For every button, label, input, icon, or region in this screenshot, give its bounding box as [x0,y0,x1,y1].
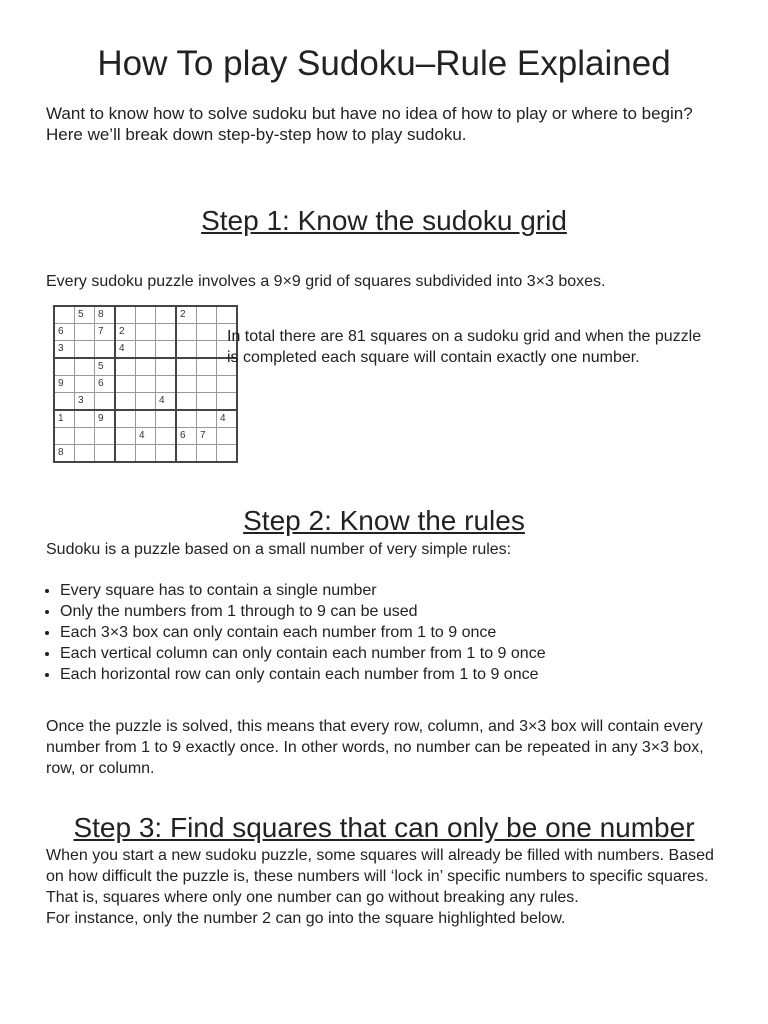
sudoku-row [54,341,237,359]
sudoku-row [54,358,237,376]
step3-text-2: For instance, only the number 2 can go into the square highlighted below. [46,910,566,927]
sudoku-cell [156,410,177,428]
sudoku-cell [197,410,217,428]
step3-text-block [46,845,736,929]
sudoku-cell: 8 [54,445,75,463]
sudoku-cell [156,358,177,376]
sudoku-cell [54,306,75,324]
sudoku-cell: 6 [176,428,197,445]
sudoku-cell: 6 [54,324,75,341]
sudoku-cell [156,445,177,463]
sudoku-cell [115,376,136,393]
sudoku-cell [217,306,238,324]
sudoku-cell [176,410,197,428]
sudoku-cell: 6 [95,376,116,393]
sudoku-cell [95,428,116,445]
sudoku-cell [197,341,217,359]
sudoku-cell [75,358,95,376]
sudoku-cell: 5 [75,306,95,324]
sudoku-cell [75,410,95,428]
sudoku-cell: 4 [115,341,136,359]
step1-side-text: In total there are 81 squares on a sudoku grid and when the puzzle is completed each square will contain exactly one number. [227,328,702,366]
sudoku-cell [156,306,177,324]
sudoku-cell [197,445,217,463]
sudoku-cell: 3 [54,341,75,359]
step1-heading: Step 1: Know the sudoku grid [201,205,567,236]
step3-heading: Step 3: Find squares that can only be one number [73,812,695,843]
sudoku-cell [115,410,136,428]
sudoku-cell [75,341,95,359]
sudoku-cell [197,306,217,324]
sudoku-grid-figure [53,305,238,463]
sudoku-cell: 9 [54,376,75,393]
sudoku-cell [75,324,95,341]
sudoku-cell: 9 [95,410,116,428]
sudoku-cell [217,428,238,445]
intro-line-2: Here we’ll break down step-by-step how to play sudoku. [46,125,467,144]
intro-section [46,103,736,145]
sudoku-row [54,428,237,445]
sudoku-cell [75,428,95,445]
step1-text: Every sudoku puzzle involves a 9×9 grid of squares subdivided into 3×3 boxes. [46,273,606,290]
rule-item: • Each vertical column can only contain each number from 1 to 9 once [60,643,546,664]
sudoku-cell: 8 [95,306,116,324]
sudoku-cell [136,324,156,341]
sudoku-cell [136,358,156,376]
sudoku-cell: 2 [115,324,136,341]
step2-intro: Sudoku is a puzzle based on a small number of very simple rules: [46,541,512,558]
sudoku-grid [53,305,238,463]
sudoku-row [54,445,237,463]
sudoku-cell [176,393,197,411]
rule-item: • Only the numbers from 1 through to 9 can be used [60,601,546,622]
sudoku-cell [217,445,238,463]
intro-line-1: Want to know how to solve sudoku but have no idea of how to play or where to begin? [46,104,693,123]
sudoku-cell [75,376,95,393]
sudoku-cell: 4 [136,428,156,445]
sudoku-cell [176,324,197,341]
sudoku-cell [217,393,238,411]
sudoku-cell [54,393,75,411]
sudoku-cell [197,393,217,411]
sudoku-cell [115,306,136,324]
sudoku-cell [197,376,217,393]
sudoku-cell: 4 [217,410,238,428]
sudoku-cell [176,358,197,376]
sudoku-cell [95,393,116,411]
sudoku-cell: 1 [54,410,75,428]
sudoku-cell [95,445,116,463]
sudoku-cell [176,341,197,359]
sudoku-cell [197,358,217,376]
step2-solved-text: Once the puzzle is solved, this means that every row, column, and 3×3 box will contain every number from 1 to 9 exactly once. In other words, no number can be repeated in any 3×3 box, row, or column. [46,718,704,777]
sudoku-cell: 7 [197,428,217,445]
sudoku-cell: 3 [75,393,95,411]
sudoku-cell [54,428,75,445]
step3-text: When you start a new sudoku puzzle, some squares will already be filled with numbers. Based on how difficult the puzzle is, these numbers will ‘lock in’ specific numbers to specific squares. That is, squares where only one number can go without breaking any rules. [46,847,714,906]
sudoku-row [54,306,237,324]
sudoku-cell [115,445,136,463]
sudoku-row [54,410,237,428]
sudoku-cell [136,376,156,393]
sudoku-cell [54,358,75,376]
sudoku-cell: 2 [176,306,197,324]
page-title: How To play Sudoku–Rule Explained [97,44,671,83]
sudoku-cell [176,445,197,463]
sudoku-cell [75,445,95,463]
rule-item: • Each 3×3 box can only contain each number from 1 to 9 once [60,622,546,643]
sudoku-cell: 7 [95,324,116,341]
sudoku-cell [115,393,136,411]
sudoku-cell: 5 [95,358,116,376]
rules-list [18,580,546,685]
sudoku-row [54,324,237,341]
sudoku-cell [136,410,156,428]
sudoku-cell [136,306,156,324]
sudoku-cell [136,445,156,463]
step2-heading: Step 2: Know the rules [243,505,525,536]
sudoku-row [54,393,237,411]
sudoku-cell [197,324,217,341]
sudoku-cell [115,428,136,445]
sudoku-cell: 4 [156,393,177,411]
sudoku-cell [136,393,156,411]
sudoku-cell [156,376,177,393]
sudoku-cell [95,341,116,359]
rule-item: • Every square has to contain a single number [60,580,546,601]
rule-item: • Each horizontal row can only contain each number from 1 to 9 once [60,664,546,685]
sudoku-cell [217,376,238,393]
sudoku-cell [156,341,177,359]
sudoku-cell [156,428,177,445]
sudoku-cell [136,341,156,359]
sudoku-cell [176,376,197,393]
sudoku-cell [115,358,136,376]
sudoku-row [54,376,237,393]
sudoku-cell [156,324,177,341]
